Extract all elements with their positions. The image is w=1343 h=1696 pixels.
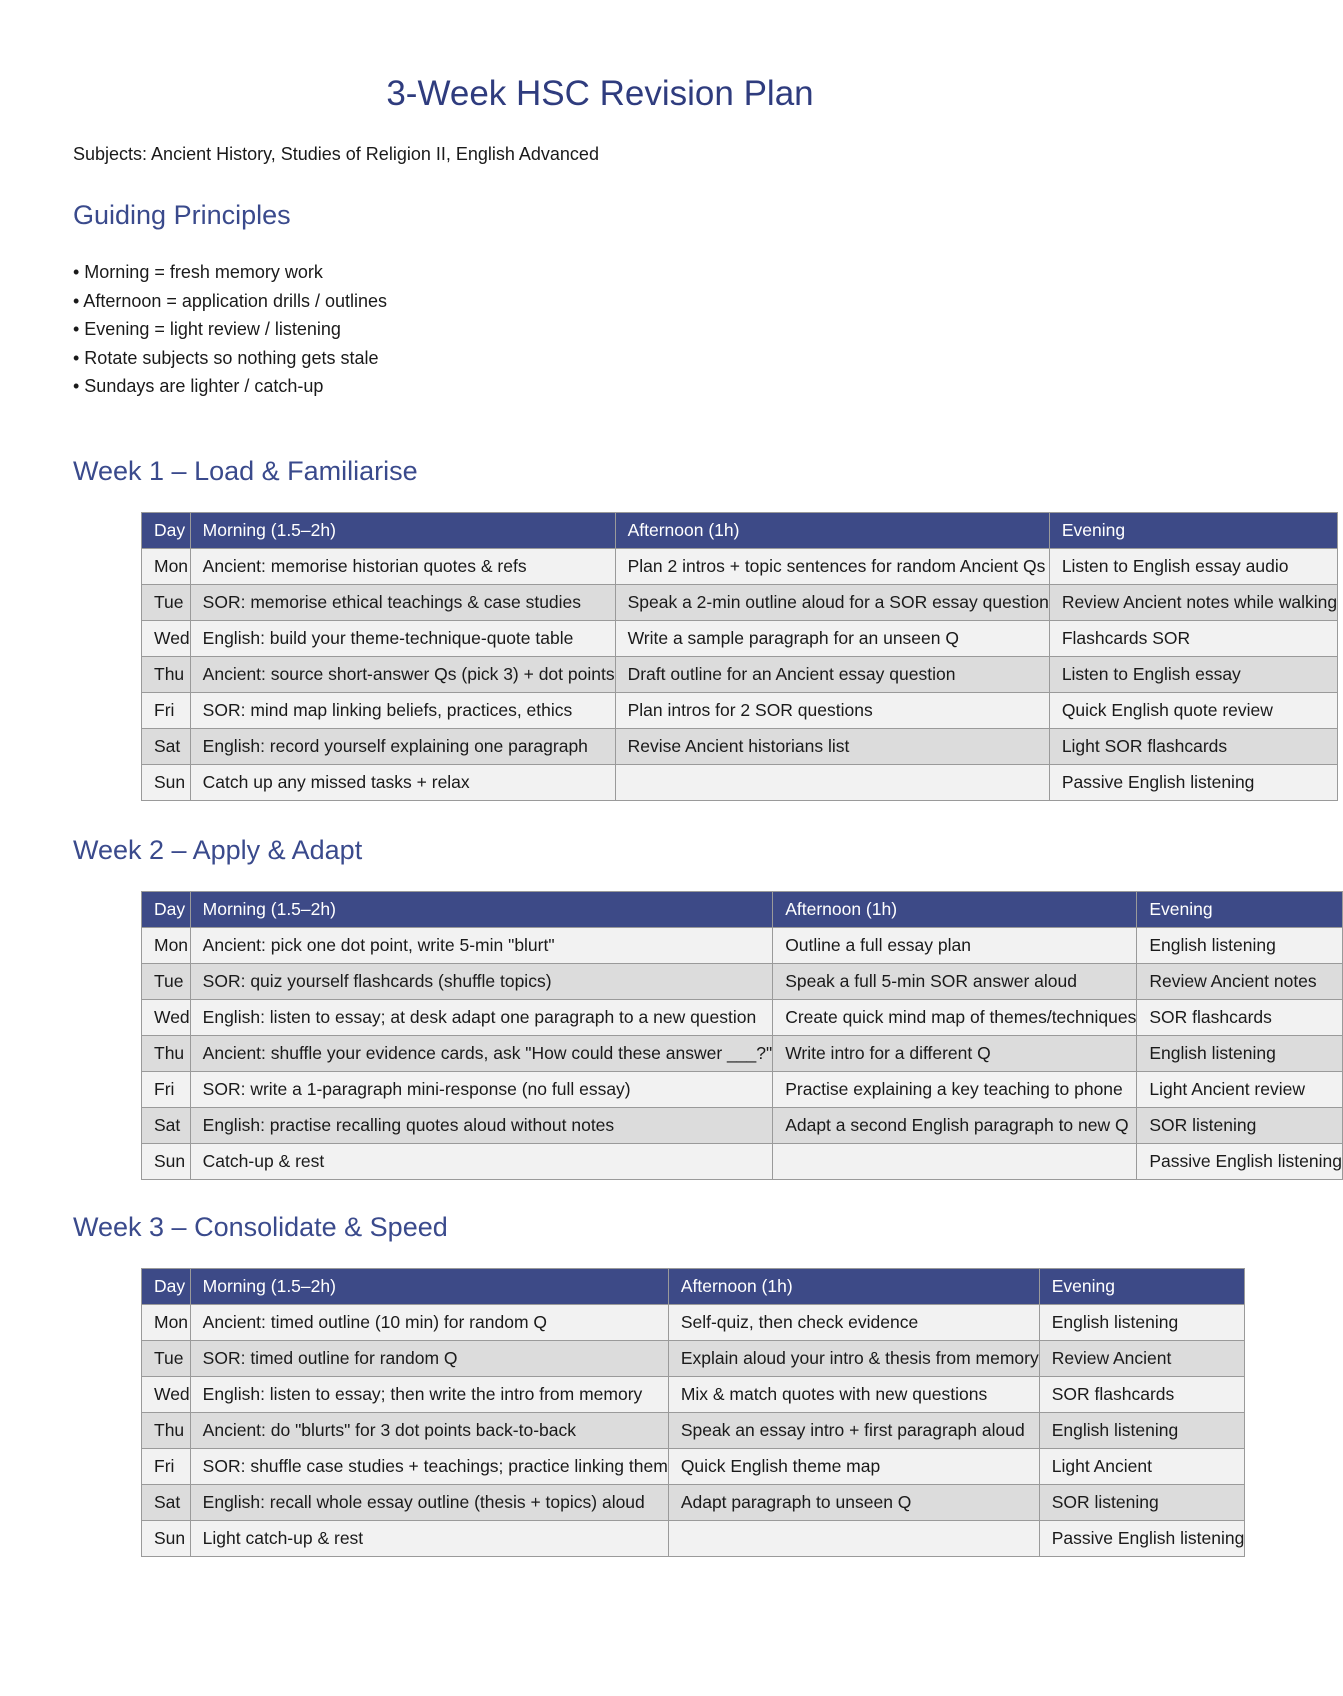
col-header-evening: Evening <box>1039 1269 1245 1305</box>
afternoon-cell: Self-quiz, then check evidence <box>668 1305 1039 1341</box>
table-row <box>142 1377 1245 1413</box>
table-row <box>142 1305 1245 1341</box>
table-row <box>142 693 1338 729</box>
evening-cell: Passive English listening <box>1049 765 1337 801</box>
evening-cell: English listening <box>1039 1413 1245 1449</box>
table-header-row <box>142 1269 1245 1305</box>
evening-cell: Review Ancient notes while walking <box>1049 585 1337 621</box>
evening-cell: SOR flashcards <box>1039 1377 1245 1413</box>
afternoon-cell: Plan intros for 2 SOR questions <box>615 693 1049 729</box>
day-cell: Mon <box>142 928 191 964</box>
morning-cell: English: recall whole essay outline (thesis + topics) aloud <box>190 1485 668 1521</box>
day-cell: Sat <box>142 729 191 765</box>
day-cell: Tue <box>142 964 191 1000</box>
table-row <box>142 549 1338 585</box>
morning-cell: English: build your theme-technique-quote table <box>190 621 615 657</box>
day-cell: Sun <box>142 765 191 801</box>
afternoon-cell: Mix & match quotes with new questions <box>668 1377 1039 1413</box>
afternoon-cell: Draft outline for an Ancient essay question <box>615 657 1049 693</box>
table-row <box>142 657 1338 693</box>
col-header-day: Day <box>142 1269 191 1305</box>
morning-cell: SOR: quiz yourself flashcards (shuffle topics) <box>190 964 773 1000</box>
col-header-afternoon: Afternoon (1h) <box>615 513 1049 549</box>
table-row <box>142 1036 1343 1072</box>
day-cell: Tue <box>142 585 191 621</box>
evening-cell: Light SOR flashcards <box>1049 729 1337 765</box>
evening-cell: SOR listening <box>1137 1108 1343 1144</box>
morning-cell: Ancient: source short-answer Qs (pick 3) + dot points <box>190 657 615 693</box>
afternoon-cell: Explain aloud your intro & thesis from memory <box>668 1341 1039 1377</box>
table-row <box>142 928 1343 964</box>
col-header-afternoon: Afternoon (1h) <box>668 1269 1039 1305</box>
afternoon-cell: Outline a full essay plan <box>773 928 1137 964</box>
morning-cell: SOR: timed outline for random Q <box>190 1341 668 1377</box>
morning-cell: SOR: mind map linking beliefs, practices, ethics <box>190 693 615 729</box>
evening-cell: Flashcards SOR <box>1049 621 1337 657</box>
afternoon-cell: Practise explaining a key teaching to phone <box>773 1072 1137 1108</box>
col-header-evening: Evening <box>1049 513 1337 549</box>
col-header-evening: Evening <box>1137 892 1343 928</box>
day-cell: Wed <box>142 1377 191 1413</box>
table-row <box>142 964 1343 1000</box>
morning-cell: English: listen to essay; then write the intro from memory <box>190 1377 668 1413</box>
evening-cell: Listen to English essay audio <box>1049 549 1337 585</box>
principles-heading: Guiding Principles <box>73 200 291 230</box>
morning-cell: Catch up any missed tasks + relax <box>190 765 615 801</box>
subjects-line: Subjects: Ancient History, Studies of Religion II, English Advanced <box>73 144 599 164</box>
week-3-table <box>141 1268 1245 1557</box>
morning-cell: Ancient: pick one dot point, write 5-min "blurt" <box>190 928 773 964</box>
col-header-day: Day <box>142 892 191 928</box>
day-cell: Wed <box>142 1000 191 1036</box>
page-title: 3-Week HSC Revision Plan <box>386 74 814 113</box>
principle-item: • Afternoon = application drills / outlines <box>73 290 387 311</box>
afternoon-cell: Write a sample paragraph for an unseen Q <box>615 621 1049 657</box>
afternoon-cell: Write intro for a different Q <box>773 1036 1137 1072</box>
principle-item: • Evening = light review / listening <box>73 319 341 339</box>
evening-cell: Quick English quote review <box>1049 693 1337 729</box>
afternoon-cell <box>615 765 1049 801</box>
table-row <box>142 729 1338 765</box>
principles-list <box>73 258 387 401</box>
table-row <box>142 1108 1343 1144</box>
day-cell: Sat <box>142 1108 191 1144</box>
evening-cell: Light Ancient review <box>1137 1072 1343 1108</box>
morning-cell: English: practise recalling quotes aloud without notes <box>190 1108 773 1144</box>
table-row <box>142 1341 1245 1377</box>
afternoon-cell: Speak an essay intro + first paragraph aloud <box>668 1413 1039 1449</box>
morning-cell: Catch-up & rest <box>190 1144 773 1180</box>
evening-cell: SOR flashcards <box>1137 1000 1343 1036</box>
afternoon-cell: Adapt paragraph to unseen Q <box>668 1485 1039 1521</box>
day-cell: Thu <box>142 1036 191 1072</box>
table-row <box>142 1449 1245 1485</box>
evening-cell: English listening <box>1137 1036 1343 1072</box>
evening-cell: Review Ancient <box>1039 1341 1245 1377</box>
afternoon-cell: Create quick mind map of themes/techniques <box>773 1000 1137 1036</box>
principle-item: • Sundays are lighter / catch-up <box>73 376 324 396</box>
morning-cell: SOR: shuffle case studies + teachings; practice linking them <box>190 1449 668 1485</box>
col-header-day: Day <box>142 513 191 549</box>
day-cell: Sun <box>142 1144 191 1180</box>
table-header-row <box>142 513 1338 549</box>
morning-cell: Ancient: timed outline (10 min) for random Q <box>190 1305 668 1341</box>
afternoon-cell: Quick English theme map <box>668 1449 1039 1485</box>
day-cell: Thu <box>142 657 191 693</box>
day-cell: Mon <box>142 549 191 585</box>
week-1-table <box>141 512 1338 801</box>
col-header-afternoon: Afternoon (1h) <box>773 892 1137 928</box>
col-header-morning: Morning (1.5–2h) <box>190 1269 668 1305</box>
week-2-heading: Week 2 – Apply & Adapt <box>73 835 363 865</box>
afternoon-cell: Plan 2 intros + topic sentences for random Ancient Qs <box>615 549 1049 585</box>
week-1-heading: Week 1 – Load & Familiarise <box>73 456 418 486</box>
table-row <box>142 621 1338 657</box>
table-row <box>142 1072 1343 1108</box>
morning-cell: SOR: write a 1-paragraph mini-response (no full essay) <box>190 1072 773 1108</box>
week-3-heading: Week 3 – Consolidate & Speed <box>73 1212 448 1242</box>
day-cell: Tue <box>142 1341 191 1377</box>
afternoon-cell <box>668 1521 1039 1557</box>
principle-item: • Morning = fresh memory work <box>73 262 323 282</box>
day-cell: Fri <box>142 1449 191 1485</box>
evening-cell: English listening <box>1137 928 1343 964</box>
day-cell: Sun <box>142 1521 191 1557</box>
afternoon-cell: Speak a full 5-min SOR answer aloud <box>773 964 1137 1000</box>
day-cell: Sat <box>142 1485 191 1521</box>
table-row <box>142 1485 1245 1521</box>
table-row <box>142 1144 1343 1180</box>
morning-cell: SOR: memorise ethical teachings & case studies <box>190 585 615 621</box>
table-row <box>142 1521 1245 1557</box>
col-header-morning: Morning (1.5–2h) <box>190 892 773 928</box>
evening-cell: SOR listening <box>1039 1485 1245 1521</box>
evening-cell: Listen to English essay <box>1049 657 1337 693</box>
table-row <box>142 1000 1343 1036</box>
table-row <box>142 765 1338 801</box>
evening-cell: English listening <box>1039 1305 1245 1341</box>
day-cell: Wed <box>142 621 191 657</box>
morning-cell: Ancient: shuffle your evidence cards, ask "How could these answer ___?" <box>190 1036 773 1072</box>
evening-cell: Passive English listening <box>1137 1144 1343 1180</box>
week-2-table <box>141 891 1343 1180</box>
table-header-row <box>142 892 1343 928</box>
afternoon-cell <box>773 1144 1137 1180</box>
morning-cell: English: listen to essay; at desk adapt one paragraph to a new question <box>190 1000 773 1036</box>
evening-cell: Passive English listening <box>1039 1521 1245 1557</box>
morning-cell: Ancient: memorise historian quotes & refs <box>190 549 615 585</box>
evening-cell: Review Ancient notes <box>1137 964 1343 1000</box>
evening-cell: Light Ancient <box>1039 1449 1245 1485</box>
morning-cell: Light catch-up & rest <box>190 1521 668 1557</box>
col-header-morning: Morning (1.5–2h) <box>190 513 615 549</box>
afternoon-cell: Revise Ancient historians list <box>615 729 1049 765</box>
day-cell: Mon <box>142 1305 191 1341</box>
table-row <box>142 1413 1245 1449</box>
afternoon-cell: Adapt a second English paragraph to new Q <box>773 1108 1137 1144</box>
day-cell: Fri <box>142 693 191 729</box>
day-cell: Thu <box>142 1413 191 1449</box>
table-row <box>142 585 1338 621</box>
day-cell: Fri <box>142 1072 191 1108</box>
afternoon-cell: Speak a 2-min outline aloud for a SOR essay question <box>615 585 1049 621</box>
morning-cell: English: record yourself explaining one paragraph <box>190 729 615 765</box>
morning-cell: Ancient: do "blurts" for 3 dot points back-to-back <box>190 1413 668 1449</box>
principle-item: • Rotate subjects so nothing gets stale <box>73 347 379 368</box>
